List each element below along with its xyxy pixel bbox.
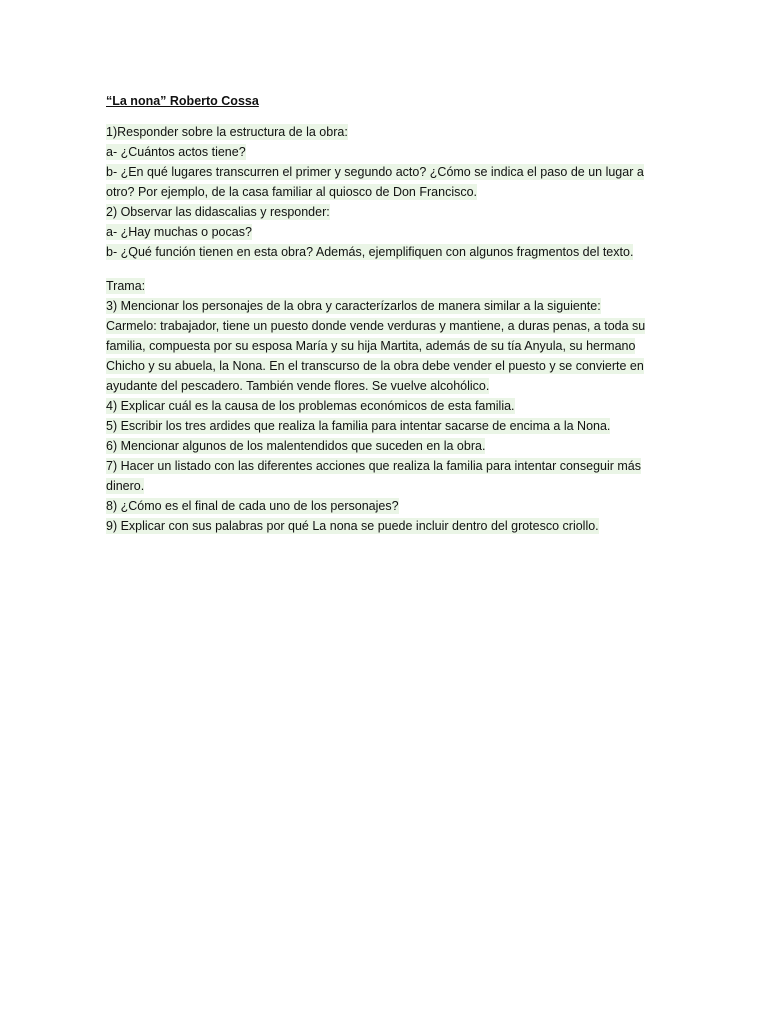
line-text: b- ¿Qué función tienen en esta obra? Además, ejemplifiquen con algunos fragmentos del texto. — [106, 245, 634, 259]
document-content — [106, 92, 666, 550]
line-text: b- ¿En qué lugares transcurren el primer y segundo acto? ¿Cómo se indica el paso de un lugar a — [106, 165, 644, 179]
line-text: 1)Responder sobre la estructura de la obra: — [106, 125, 348, 139]
line-text: ayudante del pescadero. También vende flores. Se vuelve alcohólico. — [106, 379, 490, 393]
text-line — [106, 142, 666, 162]
section-estructura — [106, 122, 666, 262]
text-line — [106, 336, 666, 356]
text-line — [106, 356, 666, 376]
line-text: dinero. — [106, 479, 145, 493]
text-line — [106, 162, 666, 182]
line-text: 9) Explicar con sus palabras por qué La nona se puede incluir dentro del grotesco criollo. — [106, 519, 599, 533]
line-text: Chicho y su abuela, la Nona. En el transcurso de la obra debe vender el puesto y se convierte en — [106, 359, 644, 373]
text-line — [106, 496, 666, 516]
line-text: 2) Observar las didascalias y responder: — [106, 205, 330, 219]
text-line — [106, 416, 666, 436]
line-text: Trama: — [106, 279, 146, 293]
text-line — [106, 222, 666, 242]
line-text: 3) Mencionar los personajes de la obra y caracterízarlos de manera similar a la siguiente: — [106, 299, 601, 313]
line-text: a- ¿Hay muchas o pocas? — [106, 225, 252, 239]
line-text: Carmelo: trabajador, tiene un puesto donde vende verduras y mantiene, a duras penas, a toda su — [106, 319, 646, 333]
line-text: 4) Explicar cuál es la causa de los problemas económicos de esta familia. — [106, 399, 515, 413]
text-line — [106, 456, 666, 476]
text-line — [106, 376, 666, 396]
text-line — [106, 182, 666, 202]
text-line — [106, 436, 666, 456]
document-title: “La nona” Roberto Cossa — [106, 94, 259, 108]
text-line — [106, 202, 666, 222]
text-line — [106, 516, 666, 536]
line-text: a- ¿Cuántos actos tiene? — [106, 145, 246, 159]
line-text: 7) Hacer un listado con las diferentes acciones que realiza la familia para intentar conseguir más — [106, 459, 642, 473]
section-trama — [106, 276, 666, 536]
text-line — [106, 476, 666, 496]
line-text: 5) Escribir los tres ardides que realiza la familia para intentar sacarse de encima a la Nona. — [106, 419, 611, 433]
text-line — [106, 296, 666, 316]
text-line — [106, 396, 666, 416]
line-text: 8) ¿Cómo es el final de cada uno de los personajes? — [106, 499, 399, 513]
text-line — [106, 276, 666, 296]
text-line — [106, 122, 666, 142]
text-line — [106, 242, 666, 262]
line-text: 6) Mencionar algunos de los malentendidos que suceden en la obra. — [106, 439, 486, 453]
line-text: otro? Por ejemplo, de la casa familiar al quiosco de Don Francisco. — [106, 185, 478, 199]
line-text: familia, compuesta por su esposa María y su hija Martita, además de su tía Anyula, su hermano — [106, 339, 636, 353]
text-line — [106, 316, 666, 336]
